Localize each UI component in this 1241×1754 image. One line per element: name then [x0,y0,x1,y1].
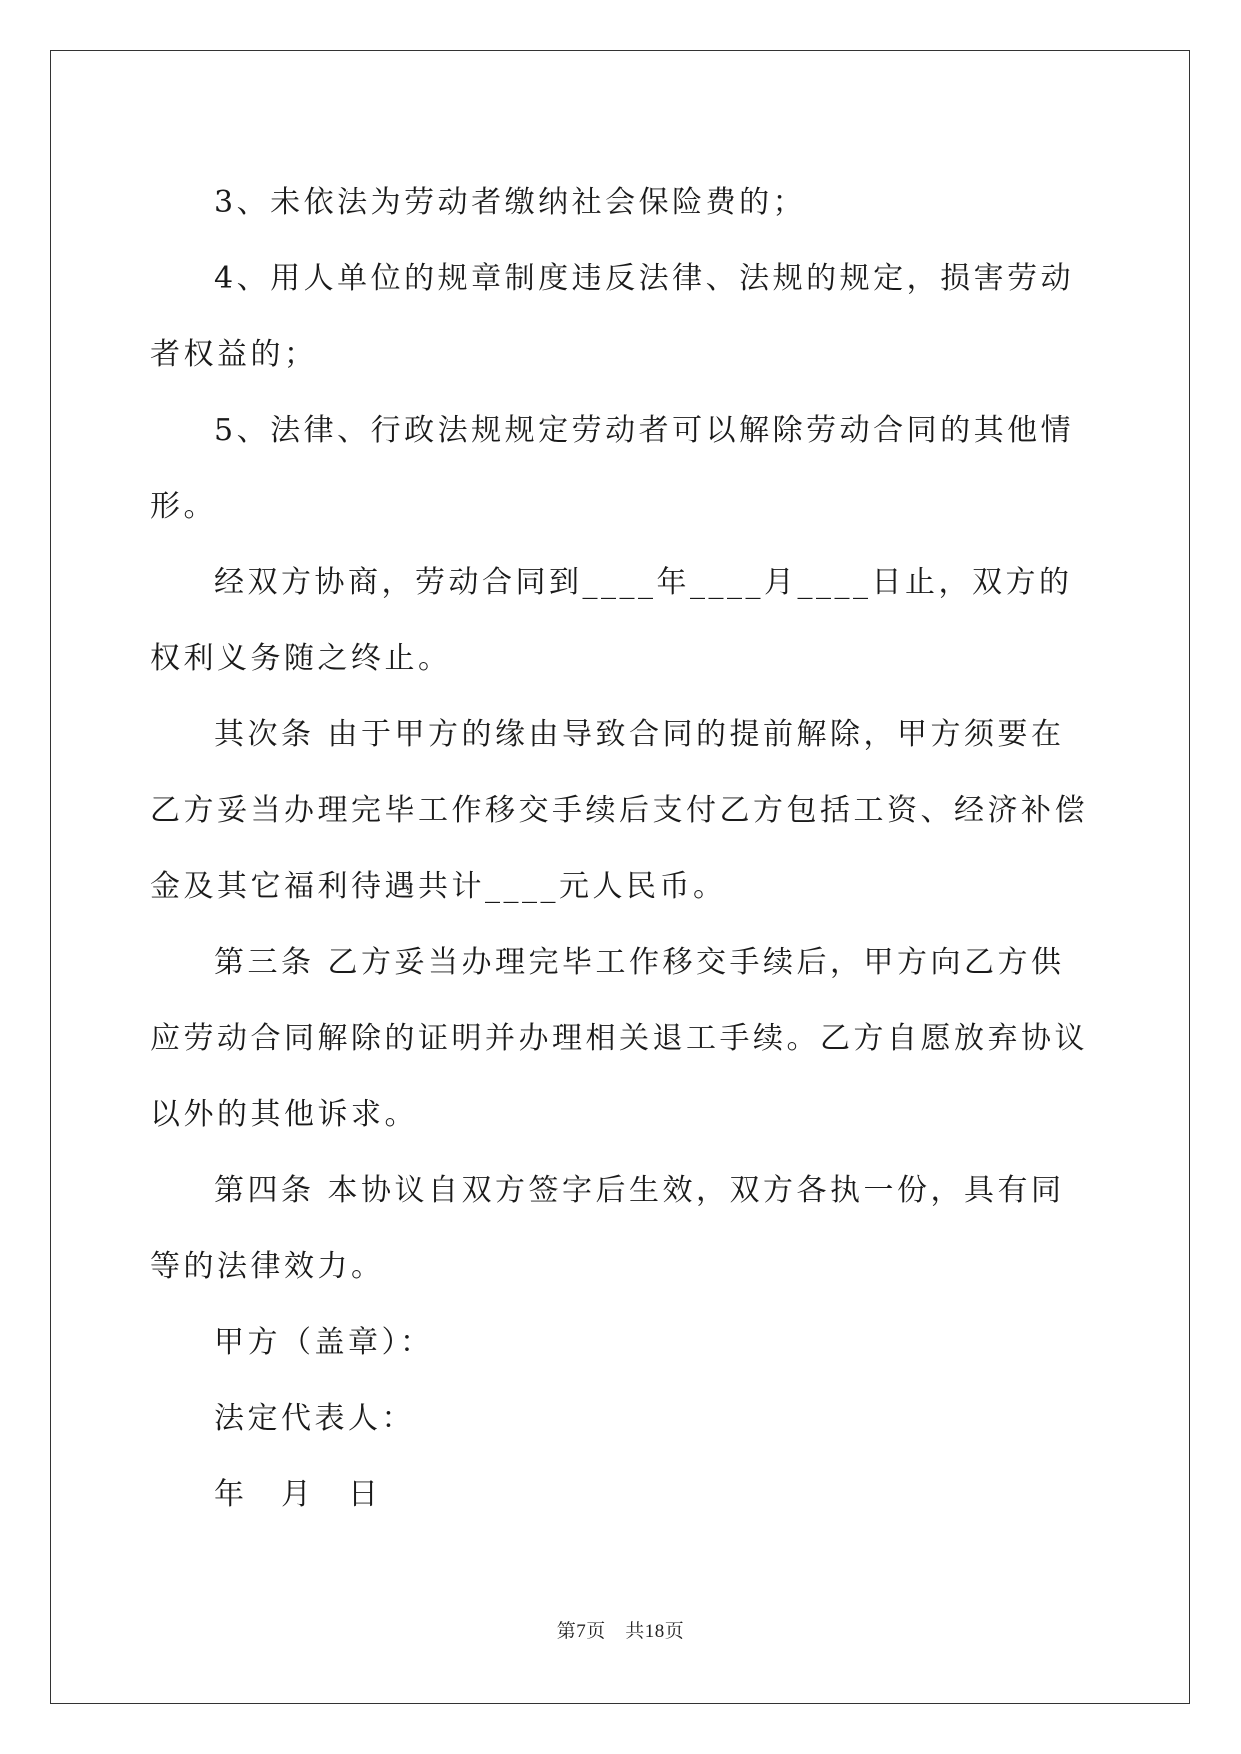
document-body [150,165,1090,1533]
paragraph-article-4: 第四条 本协议自双方签字后生效，双方各执一份，具有同等的法律效力。 [150,1173,1065,1284]
paragraph-article-3: 第三条 乙方妥当办理完毕工作移交手续后，甲方向乙方供应劳动合同解除的证明并办理相关退工手续。乙方自愿放弃协议以外的其他诉求。 [150,945,1088,1132]
paragraph-article-2: 其次条 由于甲方的缘由导致合同的提前解除，甲方须要在乙方妥当办理完毕工作移交手续后支付乙方包括工资、经济补偿金及其它福利待遇共计____元人民币。 [150,717,1088,904]
paragraph-clause-4: 4、用人单位的规章制度违反法律、法规的规定，损害劳动者权益的； [150,261,1075,372]
signature-legal-representative: 法定代表人： [214,1401,415,1436]
signature-party-a: 甲方（盖章）： [214,1325,434,1360]
signature-date: 年 月 日 [214,1477,382,1512]
paragraph-termination-date: 经双方协商，劳动合同到____年____月____日止，双方的权利义务随之终止。 [150,565,1073,676]
paragraph-clause-3: 3、未依法为劳动者缴纳社会保险费的； [214,185,807,220]
page-number-footer: 第7页 共18页 [556,1621,685,1642]
paragraph-clause-5: 5、法律、行政法规规定劳动者可以解除劳动合同的其他情形。 [150,413,1075,524]
